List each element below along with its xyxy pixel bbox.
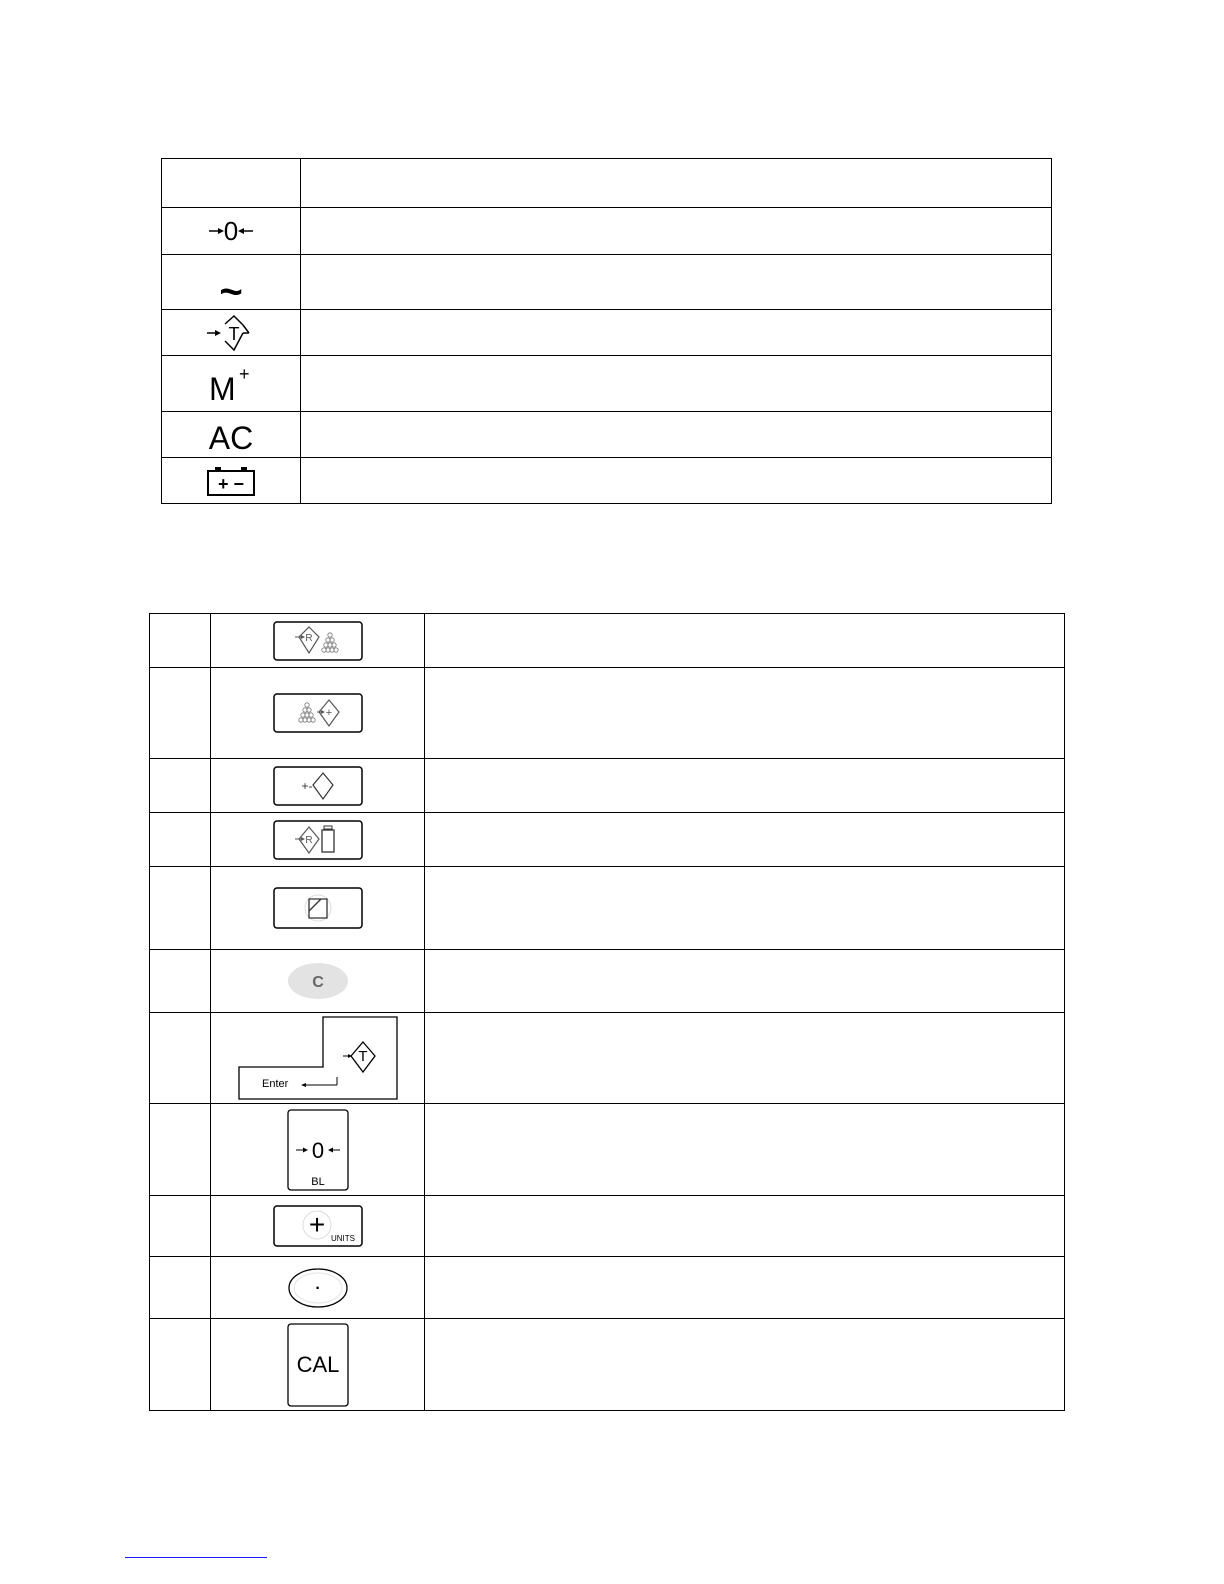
svg-text:R: R [304,632,313,644]
table-row [162,356,1052,412]
svg-text:Enter: Enter [261,1078,288,1090]
header-cell-symbol [162,159,301,208]
symbol-cell [162,356,301,412]
footnote-separator-line [125,1557,267,1558]
memory-indicator-icon [201,362,261,406]
ac-power-indicator-icon [201,415,261,455]
tare-enter-key-icon[interactable] [237,1015,399,1101]
number-cell [150,1013,211,1104]
header-cell-description [301,159,1052,208]
calibration-key-icon[interactable] [286,1322,350,1408]
description-cell [425,950,1065,1013]
svg-text:CAL: CAL [296,1351,339,1377]
number-cell [150,1104,211,1196]
description-cell [301,458,1052,504]
svg-text:~: ~ [219,270,243,307]
units-key-icon[interactable] [273,1205,363,1247]
svg-text:BL: BL [310,1175,325,1188]
key-cell [211,1104,425,1196]
key-cell [211,1319,425,1411]
pieces-add-key-icon[interactable] [273,693,363,733]
table-row [150,813,1065,867]
key-cell [211,950,425,1013]
svg-text:+: + [239,363,250,384]
table-row [150,867,1065,950]
number-cell [150,759,211,813]
key-cell [211,813,425,867]
symbol-cell [162,255,301,310]
key-cell [211,1013,425,1104]
number-cell [150,668,211,759]
print-key-icon[interactable] [273,887,363,929]
key-table [149,613,1065,1411]
plus-minus-key-icon[interactable] [273,766,363,806]
description-cell [425,1013,1065,1104]
key-cell [211,867,425,950]
symbol-cell [162,310,301,356]
number-cell [150,1319,211,1411]
symbol-cell [162,412,301,458]
zero-bl-key-icon[interactable] [286,1108,350,1192]
table-row [162,458,1052,504]
description-cell [301,208,1052,255]
table-row [150,614,1065,668]
svg-text:UNITS: UNITS [330,1234,355,1243]
svg-text:+: + [325,707,332,719]
table-row [150,1319,1065,1411]
description-cell [425,813,1065,867]
description-cell [301,255,1052,310]
svg-text:0: 0 [311,1137,324,1163]
svg-text:M: M [209,370,236,406]
description-cell [425,668,1065,759]
clear-key-icon[interactable] [286,961,350,1001]
svg-text:+-: +- [300,778,313,793]
decimal-point-key-icon[interactable] [286,1266,350,1310]
reference-weight-key-icon[interactable] [273,820,363,860]
svg-text:0: 0 [223,216,239,246]
description-cell [425,759,1065,813]
description-cell [425,867,1065,950]
battery-indicator-icon [201,463,261,499]
svg-text:AC: AC [208,419,254,455]
table-row [150,1104,1065,1196]
key-cell [211,759,425,813]
description-cell [425,1319,1065,1411]
table-row [162,255,1052,310]
indicator-table [161,158,1052,504]
number-cell [150,950,211,1013]
sample-reference-key-icon[interactable] [273,621,363,661]
svg-text:T: T [357,1048,368,1065]
svg-text:·: · [314,1279,321,1297]
svg-text:+: + [308,1209,325,1240]
description-cell [425,1257,1065,1319]
table-row [162,208,1052,255]
stable-indicator-icon [201,257,261,307]
svg-text:C: C [311,974,324,991]
table-row [150,950,1065,1013]
svg-text:R: R [304,834,313,846]
description-cell [301,310,1052,356]
description-cell [425,1104,1065,1196]
description-cell [425,614,1065,668]
table-row [150,759,1065,813]
key-cell [211,668,425,759]
table-row [150,668,1065,759]
tare-indicator-icon [201,313,261,353]
description-cell [425,1196,1065,1257]
description-cell [301,356,1052,412]
zero-indicator-icon [201,216,261,246]
key-cell [211,1196,425,1257]
key-cell [211,614,425,668]
number-cell [150,813,211,867]
number-cell [150,1257,211,1319]
symbol-cell [162,458,301,504]
description-cell [301,412,1052,458]
svg-text:+ −: + − [217,473,245,494]
symbol-cell [162,208,301,255]
number-cell [150,867,211,950]
number-cell [150,1196,211,1257]
key-cell [211,1257,425,1319]
table-row [150,1013,1065,1104]
table-row [150,1196,1065,1257]
svg-text:T: T [228,323,240,344]
table-header-row [162,159,1052,208]
table-row [150,1257,1065,1319]
table-row [162,412,1052,458]
table-row [162,310,1052,356]
number-cell [150,614,211,668]
